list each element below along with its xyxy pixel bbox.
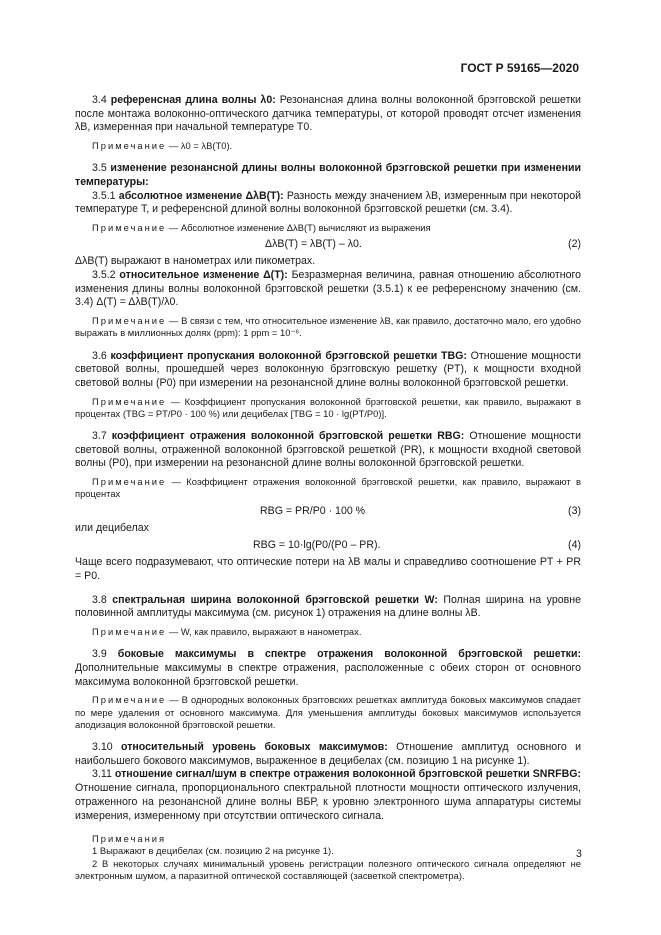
term-title: относительное изменение Δ(T): bbox=[119, 269, 288, 282]
note-3-4 bbox=[75, 140, 581, 152]
term-3-10 bbox=[75, 741, 581, 768]
clause-number: 3.5.1 bbox=[92, 189, 116, 202]
term-title: референсная длина волны λ0: bbox=[110, 94, 276, 106]
formula-2 bbox=[75, 237, 581, 252]
term-definition: Отношение мощности световой волны, отраженной волоконной брэгговской решеткой (PR), к мощности входной световой волны (P0), при измерении на резонансной длине волны волоконной брэгговской решетки. bbox=[75, 430, 582, 470]
term-3-11 bbox=[75, 768, 581, 823]
page-number: 3 bbox=[576, 848, 582, 860]
note-3-6 bbox=[75, 396, 581, 420]
term-definition: Безразмерная величина, равная отношению абсолютного изменения длины волны волоконной брэгговской решетки (3.5.1) к ее референсному значению (см. 3.4) Δ(T) = ΔλB(T)/λ0. bbox=[75, 269, 581, 309]
document-header: ГОСТ Р 59165—2020 bbox=[460, 61, 579, 75]
term-3-6 bbox=[75, 350, 581, 391]
notes-label-3-11 bbox=[75, 833, 581, 845]
formula-4 bbox=[75, 538, 581, 553]
term-definition: Отношение сигнала, пропорционального спектральной плотности мощности оптического излучения, отраженного на резонансной длине волны ВБР, к уровню электронного шума аппаратуры системы измерения, измеренному при отсутствии оптического сигнала. bbox=[75, 782, 581, 822]
formula-2-units: ΔλB(T) выражают в нанометрах или пикометрах. bbox=[75, 255, 316, 268]
clause-number: 3.11 bbox=[92, 768, 112, 781]
note-text: — В связи с тем, что относительное изменение λB, как правило, достаточно мало, его удобно выражать в миллионных долях (ppm): 1 ppm = 10⁻⁶. bbox=[75, 315, 581, 339]
formula-text: ΔλB(T) = λB(T) – λ0. bbox=[265, 238, 362, 251]
note-text: — λ0 = λB(T0). bbox=[166, 140, 233, 152]
note-text: — W, как правило, выражают в нанометрах. bbox=[166, 626, 362, 638]
clause-number: 3.7 bbox=[92, 430, 107, 443]
term-definition: Отношение мощности световой волны, прошедшей через волоконную брэгговскую решетку (PT), к мощности входной световой волны (P0) при измерении на резонансной длине волны волоконной брэгговской решетки. bbox=[75, 349, 581, 389]
term-3-9 bbox=[75, 648, 581, 689]
formula-3 bbox=[75, 504, 581, 519]
term-definition: Резонансная длина волны волоконной брэгговской решетки после монтажа волоконно-оптического датчика температуры, от которой проводят отсчет изменения λB, измеренная при начальной температуре T0. bbox=[75, 94, 581, 134]
formula-4-remark: Чаще всего подразумевают, что оптические потери на λB малы и справедливо соотношение PT + PR = P0. bbox=[75, 556, 581, 582]
document-body bbox=[75, 94, 581, 882]
note-label: Примечание bbox=[92, 694, 167, 706]
formula-connector: или децибелах bbox=[75, 521, 149, 534]
note-label: Примечание bbox=[92, 626, 167, 638]
note-text: — В однородных волоконных брэгговских решетках амплитуда боковых максимумов спадает по мере удаления от основного максимума. Для уменьшения амплитуды боковых максимумов используется аподизация волоконной брэгговской решетки. bbox=[75, 694, 581, 730]
note-text: — Коэффициент пропускания волоконной брэгговской решетки, как правило, выражают в процентах (TBG = PT/P0 · 100 %) или децибелах [TBG = 10 · lg(PT/P0)]. bbox=[75, 395, 581, 419]
clause-number: 3.6 bbox=[92, 349, 107, 362]
note-3-11-1: 1 Выражают в децибелах (см. позицию 2 на рисунке 1). bbox=[92, 845, 334, 857]
term-definition: Полная ширина на уровне половинной амплитуды максимума (см. рисунок 1) отражения на длине волны λB. bbox=[75, 593, 581, 620]
note-3-8 bbox=[75, 626, 581, 638]
formula-number: (2) bbox=[568, 238, 581, 251]
note-label: Примечание bbox=[92, 395, 167, 407]
clause-number: 3.9 bbox=[92, 648, 107, 661]
term-title: коэффициент пропускания волоконной брэгговской решетки TBG: bbox=[110, 349, 467, 362]
term-title: спектральная ширина волоконной брэгговской решетки W: bbox=[112, 593, 438, 606]
term-definition: Разность между значением λB, измеренным при некоторой температуре T, и референсной длиной волны волоконной брэгговской решетки (см. 3.4). bbox=[75, 189, 581, 216]
note-3-5-1 bbox=[75, 222, 581, 234]
term-title: относительный уровень боковых максимумов: bbox=[121, 741, 388, 754]
term-3-4 bbox=[75, 94, 581, 135]
term-definition: Отношение амплитуд основного и наибольшего бокового максимумов, выраженное в децибелах (см. позицию 1 на рисунке 1). bbox=[75, 741, 582, 767]
term-3-5-2 bbox=[75, 269, 581, 310]
term-3-5-1 bbox=[75, 190, 581, 217]
clause-number: 3.8 bbox=[92, 593, 107, 606]
term-title: изменение резонансной длины волны волоконной брэгговской решетки при изменении температуры: bbox=[75, 162, 581, 189]
term-title: коэффициент отражения волоконной брэгговской решетки RBG: bbox=[111, 430, 465, 443]
note-text: — Абсолютное изменение ΔλB(T) вычисляют из выражения bbox=[166, 222, 431, 234]
notes-label: Примечания bbox=[92, 833, 167, 845]
term-title: отношение сигнал/шум в спектре отражения волоконной брэгговской решетки SNRFBG: bbox=[114, 768, 581, 781]
clause-number: 3.4 bbox=[92, 94, 107, 106]
formula-number: (3) bbox=[568, 504, 581, 517]
clause-number: 3.10 bbox=[92, 741, 113, 754]
formula-text: RBG = 10·lg(P0/(P0 – PR). bbox=[253, 539, 381, 552]
note-text: — Коэффициент отражения волоконной брэгговской решетки, как правило, выражают в процентах bbox=[75, 476, 581, 500]
clause-number: 3.5.2 bbox=[92, 269, 116, 282]
note-3-9 bbox=[75, 694, 581, 731]
term-definition: Дополнительные максимумы в спектре отражения, расположенные с обеих сторон от основного максимума волоконной брэгговской решетки. bbox=[75, 662, 581, 688]
note-label: Примечание bbox=[92, 476, 167, 488]
note-3-7 bbox=[75, 476, 581, 500]
term-3-7 bbox=[75, 430, 581, 471]
term-3-5 bbox=[75, 162, 581, 189]
term-title: абсолютное изменение ΔλB(T): bbox=[118, 189, 284, 202]
note-label: Примечание bbox=[92, 222, 167, 234]
formula-number: (4) bbox=[568, 539, 581, 552]
term-title: боковые максимумы в спектре отражения волоконной брэгговской решетки: bbox=[117, 648, 581, 661]
note-label: Примечание bbox=[92, 315, 167, 327]
clause-number: 3.5 bbox=[92, 162, 107, 175]
formula-text: RBG = PR/P0 · 100 % bbox=[260, 504, 366, 517]
note-3-5-2 bbox=[75, 315, 581, 339]
term-3-8 bbox=[75, 594, 581, 621]
note-3-11-2: 2 В некоторых случаях минимальный уровень регистрации полезного оптического сигнала определяют не электронным шумом, а паразитной оптической составляющей (засветкой спектрометра). bbox=[75, 857, 581, 881]
note-label: Примечание bbox=[92, 140, 167, 152]
